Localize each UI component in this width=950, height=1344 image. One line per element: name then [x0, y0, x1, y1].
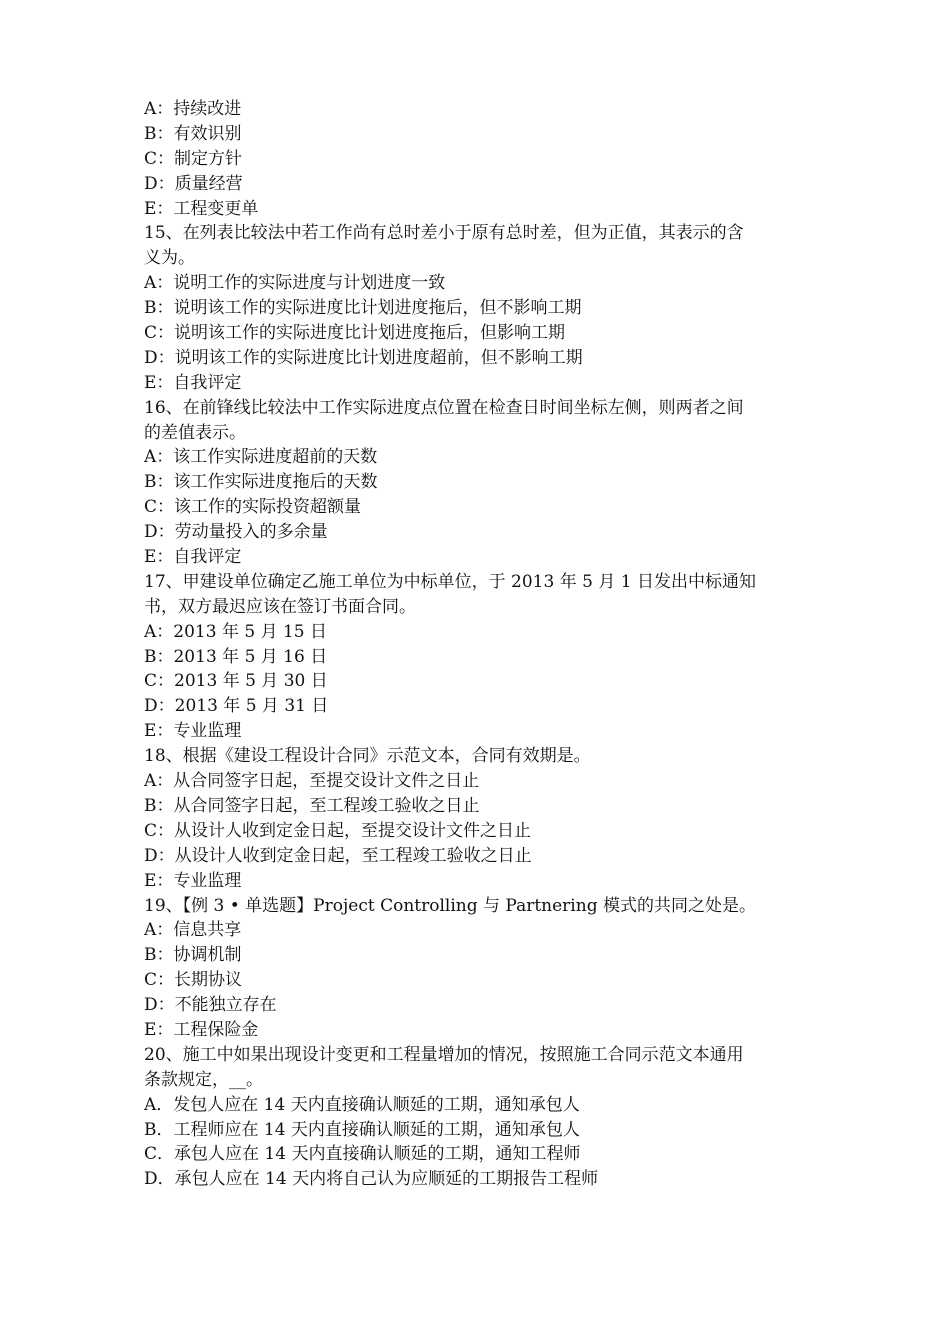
option-line: C．承包人应在 14 天内直接确认顺延的工期，通知工程师 [144, 1144, 581, 1165]
option-line: E：工程变更单 [144, 198, 259, 219]
option-line: A：信息共享 [144, 920, 242, 941]
option-line: D．承包人应在 14 天内将自己认为应顺延的工期报告工程师 [144, 1169, 599, 1190]
option-line: C：该工作的实际投资超额量 [144, 497, 362, 518]
option-line: A：持续改进 [144, 99, 242, 119]
question-16-line: 的差值表示。 [144, 422, 246, 443]
option-line: B：协调机制 [144, 945, 242, 966]
option-line: B：2013 年 5 月 16 日 [144, 646, 328, 667]
option-line: E：专业监理 [144, 721, 242, 742]
option-line: A：该工作实际进度超前的天数 [144, 447, 378, 468]
option-line: C：从设计人收到定金日起，至提交设计文件之日止 [144, 820, 532, 841]
option-line: B：该工作实际进度拖后的天数 [144, 472, 378, 493]
option-line: B：从合同签字日起，至工程竣工验收之日止 [144, 795, 480, 816]
question-20-line: 条款规定，__。 [144, 1069, 263, 1090]
option-line: B：有效识别 [144, 123, 242, 144]
option-line: B．工程师应在 14 天内直接确认顺延的工期，通知承包人 [144, 1119, 580, 1140]
question-15-line: 义为。 [144, 248, 195, 269]
option-line: E：工程保险金 [144, 1019, 259, 1040]
document-page [144, 97, 814, 1192]
option-line: A：说明工作的实际进度与计划进度一致 [144, 273, 446, 294]
option-line: E：自我评定 [144, 372, 242, 393]
option-line: D：劳动量投入的多余量 [144, 522, 328, 543]
option-line: D：不能独立存在 [144, 995, 277, 1016]
question-17-line: 书，双方最迟应该在签订书面合同。 [144, 596, 416, 617]
option-line: B：说明该工作的实际进度比计划进度拖后，但不影响工期 [144, 298, 582, 319]
option-line: A：从合同签字日起，至提交设计文件之日止 [144, 771, 480, 792]
option-line: D：说明该工作的实际进度比计划进度超前，但不影响工期 [144, 347, 583, 368]
option-line: D：2013 年 5 月 31 日 [144, 696, 329, 717]
option-line: A．发包人应在 14 天内直接确认顺延的工期，通知承包人 [144, 1094, 580, 1115]
question-15-line: 15、在列表比较法中若工作尚有总时差小于原有总时差，但为正值，其表示的含 [144, 223, 744, 244]
option-line: E：专业监理 [144, 870, 242, 891]
question-18-line: 18、根据《建设工程设计合同》示范文本，合同有效期是。 [144, 746, 591, 767]
option-line: D：质量经营 [144, 173, 243, 194]
question-17-line: 17、甲建设单位确定乙施工单位为中标单位，于 2013 年 5 月 1 日发出中标通知 [144, 571, 756, 592]
option-line: A：2013 年 5 月 15 日 [144, 621, 328, 642]
question-19-line: 19、【例 3 • 单选题】Project Controlling 与 Partnering 模式的共同之处是。 [144, 895, 756, 916]
option-line: D：从设计人收到定金日起，至工程竣工验收之日止 [144, 845, 532, 866]
option-line: E：自我评定 [144, 547, 242, 568]
question-20-line: 20、施工中如果出现设计变更和工程量增加的情况，按照施工合同示范文本通用 [144, 1044, 744, 1065]
question-16-line: 16、在前锋线比较法中工作实际进度点位置在检查日时间坐标左侧，则两者之间 [144, 397, 744, 418]
option-line: C：说明该工作的实际进度比计划进度拖后，但影响工期 [144, 323, 566, 344]
option-line: C：长期协议 [144, 970, 243, 991]
option-line: C：制定方针 [144, 148, 243, 169]
option-line: C：2013 年 5 月 30 日 [144, 671, 328, 692]
